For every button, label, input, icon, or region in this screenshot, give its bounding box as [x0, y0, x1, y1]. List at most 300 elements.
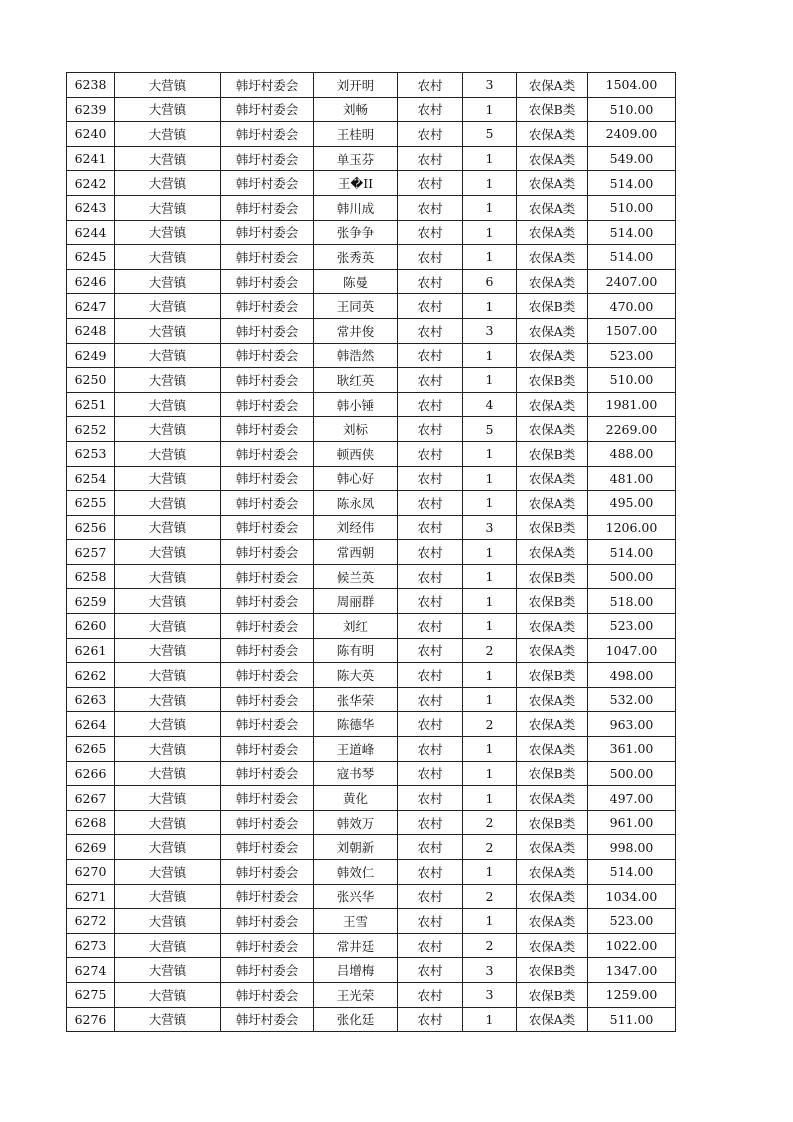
- person-name-cell: 韩心好: [314, 466, 398, 491]
- table-row: [67, 810, 676, 835]
- row-id-cell: 6260: [67, 614, 115, 639]
- household-count-cell: 1: [463, 761, 517, 786]
- household-count-cell: 5: [463, 122, 517, 147]
- area-type-cell: 农村: [398, 589, 463, 614]
- area-type-cell: 农村: [398, 909, 463, 934]
- person-name-cell: 韩小锤: [314, 392, 398, 417]
- household-count-cell: 6: [463, 269, 517, 294]
- row-id-cell: 6265: [67, 737, 115, 762]
- table-row: [67, 614, 676, 639]
- town-cell: 大营镇: [115, 614, 221, 639]
- insurance-category-cell: 农保A类: [517, 392, 588, 417]
- table-row: [67, 540, 676, 565]
- area-type-cell: 农村: [398, 663, 463, 688]
- row-id-cell: 6250: [67, 368, 115, 393]
- table-row: [67, 269, 676, 294]
- amount-cell: 2407.00: [588, 269, 676, 294]
- household-count-cell: 3: [463, 982, 517, 1007]
- table-row: [67, 786, 676, 811]
- area-type-cell: 农村: [398, 712, 463, 737]
- town-cell: 大营镇: [115, 368, 221, 393]
- area-type-cell: 农村: [398, 687, 463, 712]
- area-type-cell: 农村: [398, 884, 463, 909]
- insurance-category-cell: 农保B类: [517, 982, 588, 1007]
- person-name-cell: 王同英: [314, 294, 398, 319]
- household-count-cell: 2: [463, 810, 517, 835]
- table-row: [67, 663, 676, 688]
- town-cell: 大营镇: [115, 737, 221, 762]
- table-row: [67, 146, 676, 171]
- insurance-category-cell: 农保A类: [517, 417, 588, 442]
- town-cell: 大营镇: [115, 491, 221, 516]
- row-id-cell: 6258: [67, 564, 115, 589]
- insurance-category-cell: 农保A类: [517, 687, 588, 712]
- household-count-cell: 2: [463, 712, 517, 737]
- household-count-cell: 1: [463, 146, 517, 171]
- area-type-cell: 农村: [398, 73, 463, 98]
- insurance-category-cell: 农保A类: [517, 220, 588, 245]
- household-count-cell: 2: [463, 835, 517, 860]
- village-committee-cell: 韩圩村委会: [221, 491, 314, 516]
- person-name-cell: 单玉芬: [314, 146, 398, 171]
- person-name-cell: 刘朝新: [314, 835, 398, 860]
- area-type-cell: 农村: [398, 269, 463, 294]
- area-type-cell: 农村: [398, 515, 463, 540]
- household-count-cell: 1: [463, 195, 517, 220]
- row-id-cell: 6271: [67, 884, 115, 909]
- amount-cell: 361.00: [588, 737, 676, 762]
- area-type-cell: 农村: [398, 245, 463, 270]
- person-name-cell: 刘红: [314, 614, 398, 639]
- amount-cell: 961.00: [588, 810, 676, 835]
- area-type-cell: 农村: [398, 368, 463, 393]
- village-committee-cell: 韩圩村委会: [221, 933, 314, 958]
- household-count-cell: 3: [463, 958, 517, 983]
- area-type-cell: 农村: [398, 491, 463, 516]
- row-id-cell: 6251: [67, 392, 115, 417]
- row-id-cell: 6248: [67, 318, 115, 343]
- village-committee-cell: 韩圩村委会: [221, 146, 314, 171]
- household-count-cell: 1: [463, 171, 517, 196]
- table-row: [67, 441, 676, 466]
- amount-cell: 500.00: [588, 761, 676, 786]
- person-name-cell: 王�II: [314, 171, 398, 196]
- table-row: [67, 368, 676, 393]
- insurance-category-cell: 农保A类: [517, 786, 588, 811]
- area-type-cell: 农村: [398, 318, 463, 343]
- village-committee-cell: 韩圩村委会: [221, 515, 314, 540]
- village-committee-cell: 韩圩村委会: [221, 392, 314, 417]
- row-id-cell: 6264: [67, 712, 115, 737]
- person-name-cell: 刘标: [314, 417, 398, 442]
- person-name-cell: 陈永凤: [314, 491, 398, 516]
- area-type-cell: 农村: [398, 122, 463, 147]
- insurance-category-cell: 农保B类: [517, 368, 588, 393]
- insurance-category-cell: 农保A类: [517, 122, 588, 147]
- household-count-cell: 2: [463, 638, 517, 663]
- person-name-cell: 陈德华: [314, 712, 398, 737]
- insurance-category-cell: 农保A类: [517, 146, 588, 171]
- amount-cell: 1504.00: [588, 73, 676, 98]
- row-id-cell: 6261: [67, 638, 115, 663]
- town-cell: 大营镇: [115, 712, 221, 737]
- table-row: [67, 933, 676, 958]
- amount-cell: 470.00: [588, 294, 676, 319]
- household-count-cell: 1: [463, 245, 517, 270]
- table-row: [67, 638, 676, 663]
- household-count-cell: 4: [463, 392, 517, 417]
- person-name-cell: 韩效仁: [314, 860, 398, 885]
- table-row: [67, 73, 676, 98]
- person-name-cell: 黄化: [314, 786, 398, 811]
- insurance-category-cell: 农保A类: [517, 195, 588, 220]
- town-cell: 大营镇: [115, 589, 221, 614]
- household-count-cell: 1: [463, 663, 517, 688]
- town-cell: 大营镇: [115, 343, 221, 368]
- village-committee-cell: 韩圩村委会: [221, 761, 314, 786]
- town-cell: 大营镇: [115, 171, 221, 196]
- amount-cell: 1034.00: [588, 884, 676, 909]
- row-id-cell: 6272: [67, 909, 115, 934]
- table-row: [67, 687, 676, 712]
- insurance-category-cell: 农保B类: [517, 515, 588, 540]
- village-committee-cell: 韩圩村委会: [221, 245, 314, 270]
- area-type-cell: 农村: [398, 220, 463, 245]
- row-id-cell: 6245: [67, 245, 115, 270]
- village-committee-cell: 韩圩村委会: [221, 564, 314, 589]
- person-name-cell: 韩浩然: [314, 343, 398, 368]
- table-row: [67, 171, 676, 196]
- insurance-category-cell: 农保B类: [517, 564, 588, 589]
- amount-cell: 2409.00: [588, 122, 676, 147]
- area-type-cell: 农村: [398, 835, 463, 860]
- town-cell: 大营镇: [115, 318, 221, 343]
- row-id-cell: 6269: [67, 835, 115, 860]
- household-count-cell: 2: [463, 933, 517, 958]
- town-cell: 大营镇: [115, 564, 221, 589]
- village-committee-cell: 韩圩村委会: [221, 589, 314, 614]
- town-cell: 大营镇: [115, 515, 221, 540]
- village-committee-cell: 韩圩村委会: [221, 343, 314, 368]
- row-id-cell: 6243: [67, 195, 115, 220]
- town-cell: 大营镇: [115, 786, 221, 811]
- household-count-cell: 1: [463, 540, 517, 565]
- area-type-cell: 农村: [398, 195, 463, 220]
- village-committee-cell: 韩圩村委会: [221, 466, 314, 491]
- insurance-category-cell: 农保A类: [517, 245, 588, 270]
- area-type-cell: 农村: [398, 860, 463, 885]
- row-id-cell: 6238: [67, 73, 115, 98]
- household-count-cell: 1: [463, 97, 517, 122]
- amount-cell: 497.00: [588, 786, 676, 811]
- town-cell: 大营镇: [115, 687, 221, 712]
- table-row: [67, 1007, 676, 1032]
- table-row: [67, 761, 676, 786]
- table-row: [67, 97, 676, 122]
- insurance-category-cell: 农保B类: [517, 761, 588, 786]
- household-count-cell: 1: [463, 466, 517, 491]
- village-committee-cell: 韩圩村委会: [221, 220, 314, 245]
- area-type-cell: 农村: [398, 392, 463, 417]
- insurance-category-cell: 农保A类: [517, 712, 588, 737]
- village-committee-cell: 韩圩村委会: [221, 122, 314, 147]
- town-cell: 大营镇: [115, 73, 221, 98]
- household-count-cell: 3: [463, 318, 517, 343]
- insurance-category-cell: 农保B类: [517, 958, 588, 983]
- row-id-cell: 6253: [67, 441, 115, 466]
- person-name-cell: 刘畅: [314, 97, 398, 122]
- person-name-cell: 王雪: [314, 909, 398, 934]
- town-cell: 大营镇: [115, 417, 221, 442]
- person-name-cell: 刘开明: [314, 73, 398, 98]
- amount-cell: 481.00: [588, 466, 676, 491]
- household-count-cell: 1: [463, 687, 517, 712]
- town-cell: 大营镇: [115, 810, 221, 835]
- person-name-cell: 陈大英: [314, 663, 398, 688]
- row-id-cell: 6244: [67, 220, 115, 245]
- area-type-cell: 农村: [398, 466, 463, 491]
- insurance-category-cell: 农保A类: [517, 171, 588, 196]
- amount-cell: 514.00: [588, 171, 676, 196]
- household-count-cell: 1: [463, 1007, 517, 1032]
- row-id-cell: 6276: [67, 1007, 115, 1032]
- person-name-cell: 张兴华: [314, 884, 398, 909]
- table-row: [67, 564, 676, 589]
- row-id-cell: 6247: [67, 294, 115, 319]
- village-committee-cell: 韩圩村委会: [221, 687, 314, 712]
- person-name-cell: 陈曼: [314, 269, 398, 294]
- row-id-cell: 6274: [67, 958, 115, 983]
- area-type-cell: 农村: [398, 146, 463, 171]
- table-row: [67, 245, 676, 270]
- household-count-cell: 1: [463, 564, 517, 589]
- village-committee-cell: 韩圩村委会: [221, 417, 314, 442]
- town-cell: 大营镇: [115, 909, 221, 934]
- person-name-cell: 候兰英: [314, 564, 398, 589]
- row-id-cell: 6262: [67, 663, 115, 688]
- town-cell: 大营镇: [115, 441, 221, 466]
- row-id-cell: 6275: [67, 982, 115, 1007]
- table-row: [67, 835, 676, 860]
- row-id-cell: 6240: [67, 122, 115, 147]
- village-committee-cell: 韩圩村委会: [221, 73, 314, 98]
- insurance-category-cell: 农保A类: [517, 909, 588, 934]
- table-row: [67, 294, 676, 319]
- row-id-cell: 6257: [67, 540, 115, 565]
- village-committee-cell: 韩圩村委会: [221, 835, 314, 860]
- benefit-table: [66, 72, 676, 1032]
- table-row: [67, 515, 676, 540]
- village-committee-cell: 韩圩村委会: [221, 269, 314, 294]
- amount-cell: 488.00: [588, 441, 676, 466]
- table-row: [67, 466, 676, 491]
- insurance-category-cell: 农保A类: [517, 884, 588, 909]
- area-type-cell: 农村: [398, 737, 463, 762]
- amount-cell: 510.00: [588, 368, 676, 393]
- insurance-category-cell: 农保A类: [517, 933, 588, 958]
- insurance-category-cell: 农保A类: [517, 491, 588, 516]
- insurance-category-cell: 农保B类: [517, 663, 588, 688]
- table-row: [67, 909, 676, 934]
- insurance-category-cell: 农保B类: [517, 441, 588, 466]
- amount-cell: 2269.00: [588, 417, 676, 442]
- person-name-cell: 王道峰: [314, 737, 398, 762]
- table-row: [67, 982, 676, 1007]
- row-id-cell: 6266: [67, 761, 115, 786]
- household-count-cell: 1: [463, 343, 517, 368]
- amount-cell: 495.00: [588, 491, 676, 516]
- household-count-cell: 1: [463, 220, 517, 245]
- table-row: [67, 737, 676, 762]
- table-row: [67, 318, 676, 343]
- household-count-cell: 3: [463, 515, 517, 540]
- area-type-cell: 农村: [398, 614, 463, 639]
- table-row: [67, 884, 676, 909]
- household-count-cell: 1: [463, 909, 517, 934]
- row-id-cell: 6267: [67, 786, 115, 811]
- amount-cell: 500.00: [588, 564, 676, 589]
- table-row: [67, 712, 676, 737]
- village-committee-cell: 韩圩村委会: [221, 958, 314, 983]
- table-body: [67, 73, 676, 1032]
- town-cell: 大营镇: [115, 761, 221, 786]
- village-committee-cell: 韩圩村委会: [221, 441, 314, 466]
- town-cell: 大营镇: [115, 466, 221, 491]
- amount-cell: 510.00: [588, 97, 676, 122]
- area-type-cell: 农村: [398, 171, 463, 196]
- village-committee-cell: 韩圩村委会: [221, 1007, 314, 1032]
- village-committee-cell: 韩圩村委会: [221, 294, 314, 319]
- village-committee-cell: 韩圩村委会: [221, 368, 314, 393]
- household-count-cell: 1: [463, 294, 517, 319]
- village-committee-cell: 韩圩村委会: [221, 810, 314, 835]
- amount-cell: 498.00: [588, 663, 676, 688]
- insurance-category-cell: 农保A类: [517, 540, 588, 565]
- area-type-cell: 农村: [398, 343, 463, 368]
- table-row: [67, 122, 676, 147]
- row-id-cell: 6249: [67, 343, 115, 368]
- row-id-cell: 6241: [67, 146, 115, 171]
- town-cell: 大营镇: [115, 933, 221, 958]
- town-cell: 大营镇: [115, 663, 221, 688]
- amount-cell: 518.00: [588, 589, 676, 614]
- town-cell: 大营镇: [115, 835, 221, 860]
- town-cell: 大营镇: [115, 392, 221, 417]
- table-row: [67, 589, 676, 614]
- row-id-cell: 6270: [67, 860, 115, 885]
- village-committee-cell: 韩圩村委会: [221, 982, 314, 1007]
- person-name-cell: 顿西侠: [314, 441, 398, 466]
- person-name-cell: 张化廷: [314, 1007, 398, 1032]
- insurance-category-cell: 农保A类: [517, 269, 588, 294]
- table-row: [67, 860, 676, 885]
- person-name-cell: 韩效万: [314, 810, 398, 835]
- town-cell: 大营镇: [115, 245, 221, 270]
- village-committee-cell: 韩圩村委会: [221, 860, 314, 885]
- area-type-cell: 农村: [398, 1007, 463, 1032]
- area-type-cell: 农村: [398, 933, 463, 958]
- household-count-cell: 1: [463, 860, 517, 885]
- amount-cell: 523.00: [588, 614, 676, 639]
- household-count-cell: 1: [463, 614, 517, 639]
- row-id-cell: 6246: [67, 269, 115, 294]
- household-count-cell: 1: [463, 368, 517, 393]
- row-id-cell: 6239: [67, 97, 115, 122]
- amount-cell: 1047.00: [588, 638, 676, 663]
- amount-cell: 532.00: [588, 687, 676, 712]
- insurance-category-cell: 农保B类: [517, 294, 588, 319]
- amount-cell: 514.00: [588, 860, 676, 885]
- household-count-cell: 1: [463, 441, 517, 466]
- town-cell: 大营镇: [115, 220, 221, 245]
- town-cell: 大营镇: [115, 122, 221, 147]
- person-name-cell: 韩川成: [314, 195, 398, 220]
- insurance-category-cell: 农保A类: [517, 737, 588, 762]
- household-count-cell: 5: [463, 417, 517, 442]
- village-committee-cell: 韩圩村委会: [221, 909, 314, 934]
- household-count-cell: 1: [463, 786, 517, 811]
- town-cell: 大营镇: [115, 884, 221, 909]
- amount-cell: 1022.00: [588, 933, 676, 958]
- town-cell: 大营镇: [115, 982, 221, 1007]
- town-cell: 大营镇: [115, 269, 221, 294]
- village-committee-cell: 韩圩村委会: [221, 97, 314, 122]
- table-row: [67, 195, 676, 220]
- area-type-cell: 农村: [398, 982, 463, 1007]
- village-committee-cell: 韩圩村委会: [221, 638, 314, 663]
- village-committee-cell: 韩圩村委会: [221, 171, 314, 196]
- amount-cell: 514.00: [588, 245, 676, 270]
- table-row: [67, 417, 676, 442]
- person-name-cell: 常井廷: [314, 933, 398, 958]
- amount-cell: 963.00: [588, 712, 676, 737]
- village-committee-cell: 韩圩村委会: [221, 712, 314, 737]
- amount-cell: 1507.00: [588, 318, 676, 343]
- town-cell: 大营镇: [115, 958, 221, 983]
- insurance-category-cell: 农保A类: [517, 638, 588, 663]
- area-type-cell: 农村: [398, 810, 463, 835]
- area-type-cell: 农村: [398, 417, 463, 442]
- amount-cell: 1259.00: [588, 982, 676, 1007]
- village-committee-cell: 韩圩村委会: [221, 540, 314, 565]
- village-committee-cell: 韩圩村委会: [221, 786, 314, 811]
- amount-cell: 510.00: [588, 195, 676, 220]
- table-row: [67, 491, 676, 516]
- row-id-cell: 6252: [67, 417, 115, 442]
- amount-cell: 1206.00: [588, 515, 676, 540]
- amount-cell: 523.00: [588, 343, 676, 368]
- amount-cell: 549.00: [588, 146, 676, 171]
- town-cell: 大营镇: [115, 638, 221, 663]
- table-row: [67, 392, 676, 417]
- table-row: [67, 958, 676, 983]
- row-id-cell: 6256: [67, 515, 115, 540]
- household-count-cell: 1: [463, 737, 517, 762]
- insurance-category-cell: 农保A类: [517, 318, 588, 343]
- row-id-cell: 6255: [67, 491, 115, 516]
- person-name-cell: 寇书琴: [314, 761, 398, 786]
- amount-cell: 523.00: [588, 909, 676, 934]
- area-type-cell: 农村: [398, 638, 463, 663]
- amount-cell: 998.00: [588, 835, 676, 860]
- row-id-cell: 6273: [67, 933, 115, 958]
- household-count-cell: 3: [463, 73, 517, 98]
- insurance-category-cell: 农保A类: [517, 835, 588, 860]
- person-name-cell: 常西朝: [314, 540, 398, 565]
- insurance-category-cell: 农保B类: [517, 810, 588, 835]
- person-name-cell: 常井俊: [314, 318, 398, 343]
- town-cell: 大营镇: [115, 146, 221, 171]
